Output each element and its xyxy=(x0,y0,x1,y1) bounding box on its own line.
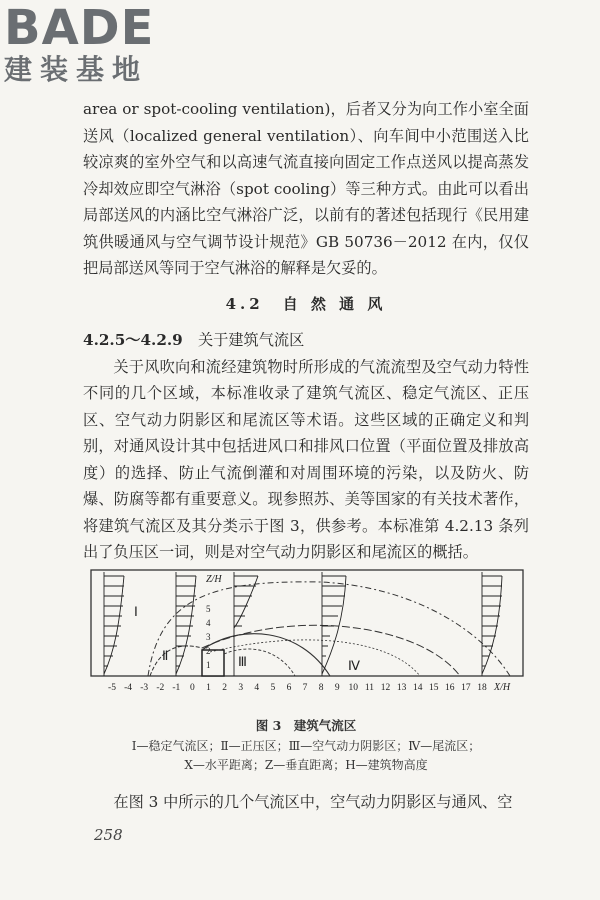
clause-heading xyxy=(83,327,529,354)
figure-caption-title: 图 3 建筑气流区 xyxy=(255,718,357,733)
section-title: 4.2 自 然 通 风 xyxy=(225,294,387,313)
logo xyxy=(4,0,179,86)
x-tick: 17 xyxy=(461,683,471,693)
closing-paragraph xyxy=(83,789,529,815)
shadow-zone-inner xyxy=(224,649,295,676)
x-tick: 13 xyxy=(396,683,407,693)
logo-subtitle: 建装基地 xyxy=(4,53,149,86)
page-number: 258 xyxy=(94,826,123,844)
x-axis-label: X/H xyxy=(494,682,511,693)
figure-frame xyxy=(91,570,523,676)
page-content xyxy=(83,96,529,566)
x-tick: 5 xyxy=(270,683,276,693)
logo-brand: BADE xyxy=(4,0,155,56)
x-tick: 7 xyxy=(302,683,308,693)
x-tick: 9 xyxy=(334,683,340,693)
clause-number: 4.2.5～4.2.9 xyxy=(83,331,183,349)
x-tick-labels xyxy=(108,683,487,693)
y-tick-labels xyxy=(206,604,211,670)
y-axis-label: Z/H xyxy=(206,574,222,585)
clause-body: 关于风吹向和流经建筑物时所形成的气流流型及空气动力特性不同的几个区域，本标准收录了建筑气流区、稳定气流区、正压区、空气动力阴影区和尾流区等术语。这些区域的正确定义和判别，对通风设计其中包括进风口和排风口位置（平面位置及排放高度）的选择、防止气流倒灌和对周围环境的污染，以及防火、防爆、防腐等都有重要意义。现参照苏、美等国家的有关技术著作，将建筑气流区及其分类示于图 3，供参考。本标准第 4.2.13 条列出了负压区一词，则是对空气动力阴影区和尾流区的概括。 xyxy=(83,357,529,561)
x-tick: 10 xyxy=(348,683,359,693)
figure-caption-legend: Ⅰ—稳定气流区；Ⅱ—正压区；Ⅲ—空气动力阴影区；Ⅳ—尾流区； xyxy=(131,739,481,753)
zone-labels xyxy=(134,604,360,673)
x-tick: -4 xyxy=(124,683,133,693)
zone-label-positive: Ⅱ xyxy=(162,648,169,663)
x-tick: 14 xyxy=(412,683,423,693)
x-tick: 1 xyxy=(206,683,211,693)
paragraph-continuation: area or spot-cooling ventilation)，后者又分为向工作小室全面送风（localized general ventilation）、向车间中小范围送入比较凉爽的室外空气和以高速气流直接向固定工作点送风以提高蒸发冷却效应即空气淋浴（spot cooling）等三种方式。由此可以看出局部送风的内涵比空气淋浴广泛，以前有的著述包括现行《民用建筑供暖通风与空气调节设计规范》GB 50736－2012 在内，仅仅把局部送风等同于空气淋浴的解释是欠妥的。 xyxy=(83,100,529,277)
figure-caption-variables: X—水平距离；Z—垂直距离；H—建筑物高度 xyxy=(184,758,428,772)
y-tick: 5 xyxy=(206,604,211,614)
x-tick: -5 xyxy=(108,683,116,693)
x-tick: 16 xyxy=(445,683,455,693)
airflow-zone-figure xyxy=(90,568,524,694)
x-tick: -1 xyxy=(172,683,181,693)
y-tick: 1 xyxy=(206,660,211,670)
clause-title: 关于建筑气流区 xyxy=(182,331,305,349)
y-tick: 2 xyxy=(206,646,211,656)
x-tick: 12 xyxy=(380,683,391,693)
x-tick: 0 xyxy=(190,683,195,693)
zone-label-wake: Ⅳ xyxy=(348,658,360,673)
zone-label-stable: Ⅰ xyxy=(134,604,138,619)
x-tick: 4 xyxy=(254,683,260,693)
x-tick: 18 xyxy=(477,683,487,693)
x-tick: 6 xyxy=(286,683,292,693)
zone-label-shadow: Ⅲ xyxy=(238,654,247,669)
x-tick: 15 xyxy=(428,683,439,693)
x-tick: 8 xyxy=(318,683,324,693)
x-tick: 2 xyxy=(222,683,227,693)
y-tick: 4 xyxy=(206,618,211,628)
x-tick: -3 xyxy=(140,683,149,693)
x-tick: -2 xyxy=(156,683,165,693)
y-tick: 3 xyxy=(206,632,211,642)
x-tick: 3 xyxy=(238,683,244,693)
x-tick: 11 xyxy=(364,683,374,693)
closing-text: 在图 3 中所示的几个气流区中，空气动力阴影区与通风、空 xyxy=(113,793,513,811)
